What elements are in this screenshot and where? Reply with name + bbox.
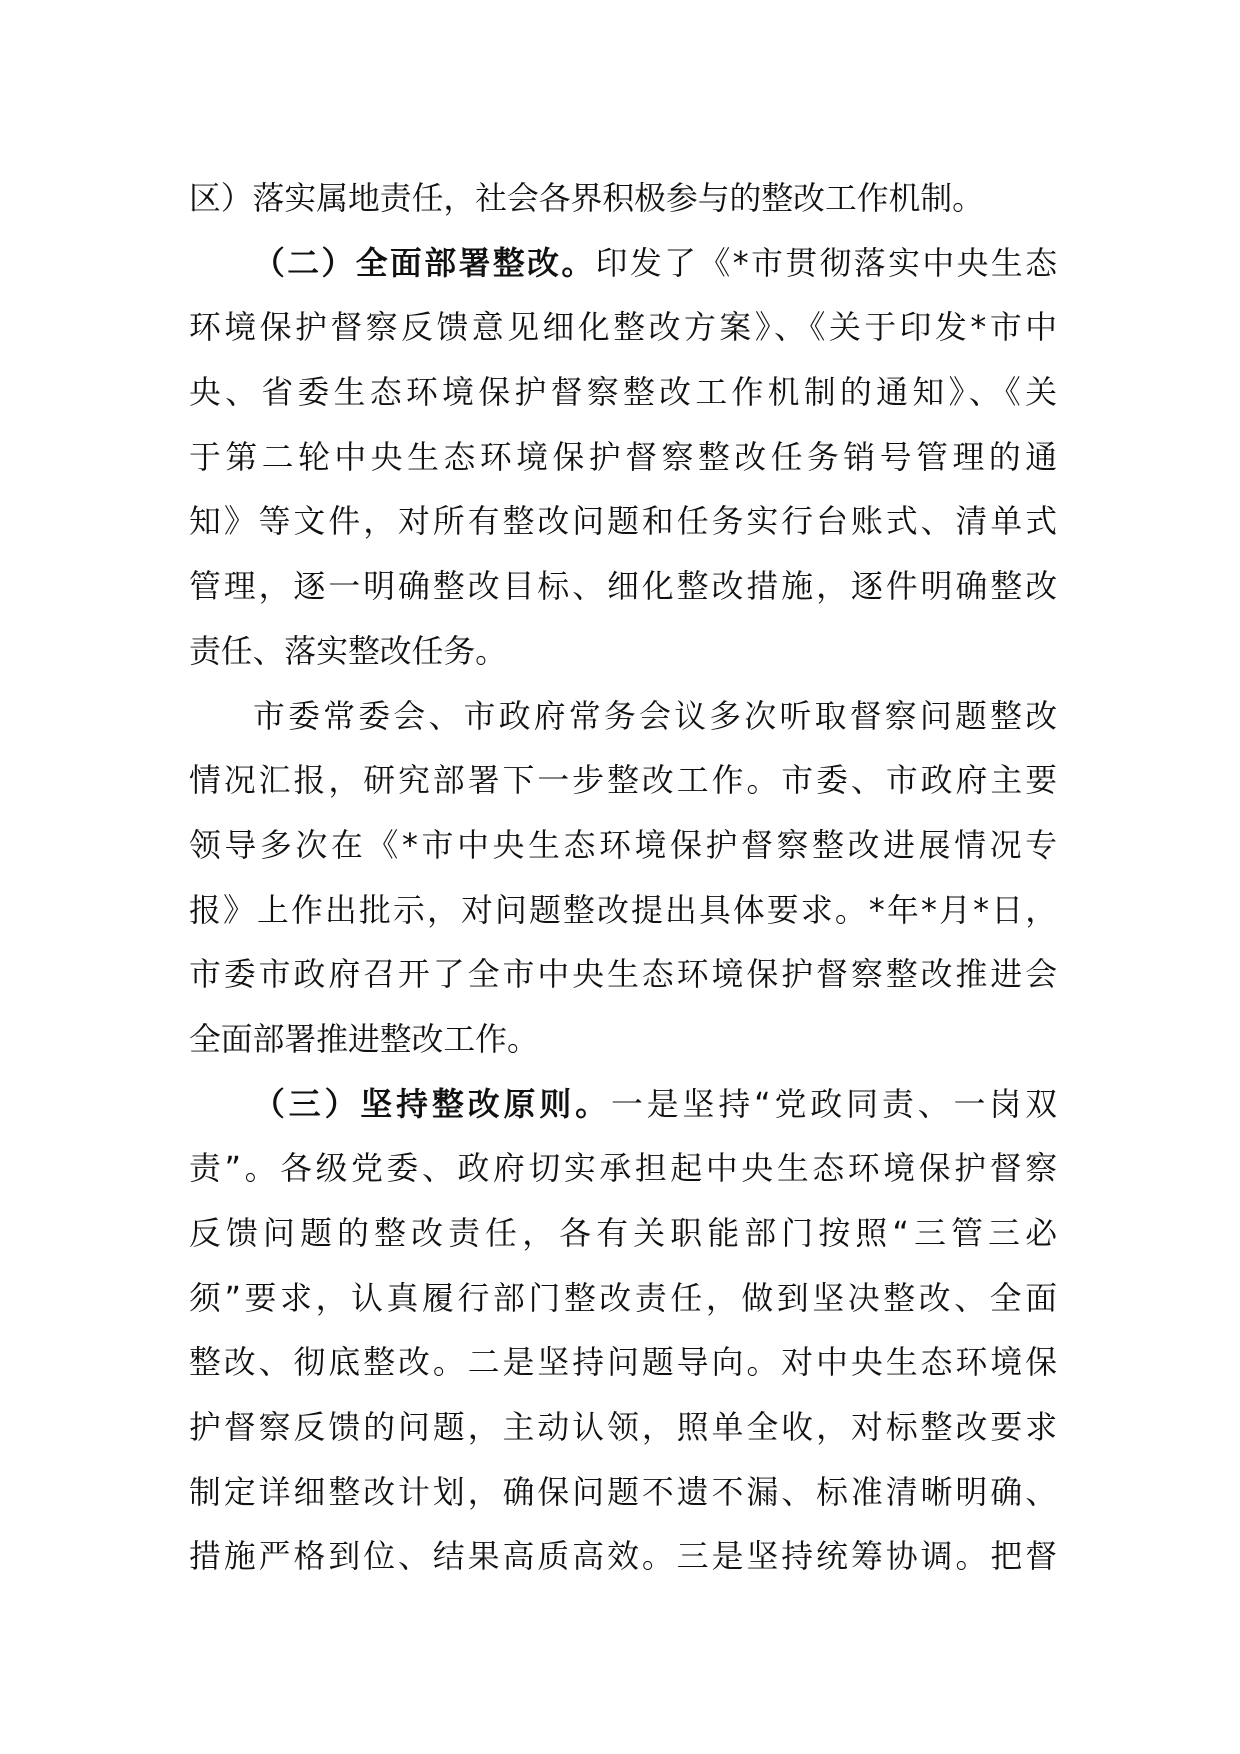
section-heading: （二）全面部署整改。 [253,244,596,282]
text-line [189,620,1057,685]
body-text: 环境保护督察反馈意见细化整改方案》、《关于印发*市中 [189,309,1057,347]
text-line [189,232,1057,297]
text-line [189,296,1057,361]
text-line [189,555,1057,620]
text-line [189,943,1057,1008]
body-text: 市委常委会、市政府常务会议多次听取督察问题整改 [253,697,1057,735]
text-line [189,167,1057,232]
text-line [189,1008,1057,1073]
body-text: 区）落实属地责任，社会各界积极参与的整改工作机制。 [189,180,984,217]
document-body [189,167,1057,1590]
body-text: 报》上作出批示，对问题整改提出具体要求。*年*月*日， [189,891,1057,929]
body-text: 全面部署推进整改工作。 [189,1020,539,1058]
body-text: 管理，逐一明确整改目标、细化整改措施，逐件明确整改 [189,568,1057,606]
section-heading: （三）坚持整改原则。 [253,1085,611,1123]
body-text: 反馈问题的整改责任，各有关职能部门按照“三管三必 [189,1215,1057,1252]
body-text: 措施严格到位、结果高质高效。三是坚持统筹协调。把督 [189,1538,1057,1576]
body-text: 整改、彻底整改。二是坚持问题导向。对中央生态环境保 [189,1344,1057,1382]
text-line [189,1525,1057,1590]
body-text: 责任、落实整改任务。 [189,632,507,670]
body-text: 一是坚持“党政同责、一岗双 [610,1085,1057,1123]
body-text: 制定详细整改计划，确保问题不遗不漏、标准清晰明确、 [189,1473,1057,1511]
text-line [189,879,1057,944]
text-line [189,1461,1057,1526]
body-text: 须”要求，认真履行部门整改责任，做到坚决整改、全面 [189,1279,1057,1317]
body-text: 护督察反馈的问题，主动认领，照单全收，对标整改要求 [189,1409,1057,1447]
body-text: 印发了《*市贯彻落实中央生态 [595,244,1057,282]
body-text: 知》等文件，对所有整改问题和任务实行台账式、清单式 [189,503,1057,541]
text-line [189,426,1057,491]
text-line [189,1396,1057,1461]
body-text: 于第二轮中央生态环境保护督察整改任务销号管理的通 [189,438,1057,476]
text-line [189,1331,1057,1396]
text-line [189,1073,1057,1138]
text-line [189,814,1057,879]
body-text: 领导多次在《*市中央生态环境保护督察整改进展情况专 [189,826,1057,864]
body-text: 央、省委生态环境保护督察整改工作机制的通知》、《关 [189,374,1057,412]
text-line [189,685,1057,750]
text-line [189,749,1057,814]
text-line [189,1267,1057,1332]
text-line [189,490,1057,555]
text-line [189,1137,1057,1202]
body-text: 市委市政府召开了全市中央生态环境保护督察整改推进会 [189,956,1057,994]
body-text: 责”。各级党委、政府切实承担起中央生态环境保护督察 [189,1150,1057,1188]
text-line [189,1202,1057,1267]
text-line [189,361,1057,426]
body-text: 情况汇报，研究部署下一步整改工作。市委、市政府主要 [189,762,1057,800]
